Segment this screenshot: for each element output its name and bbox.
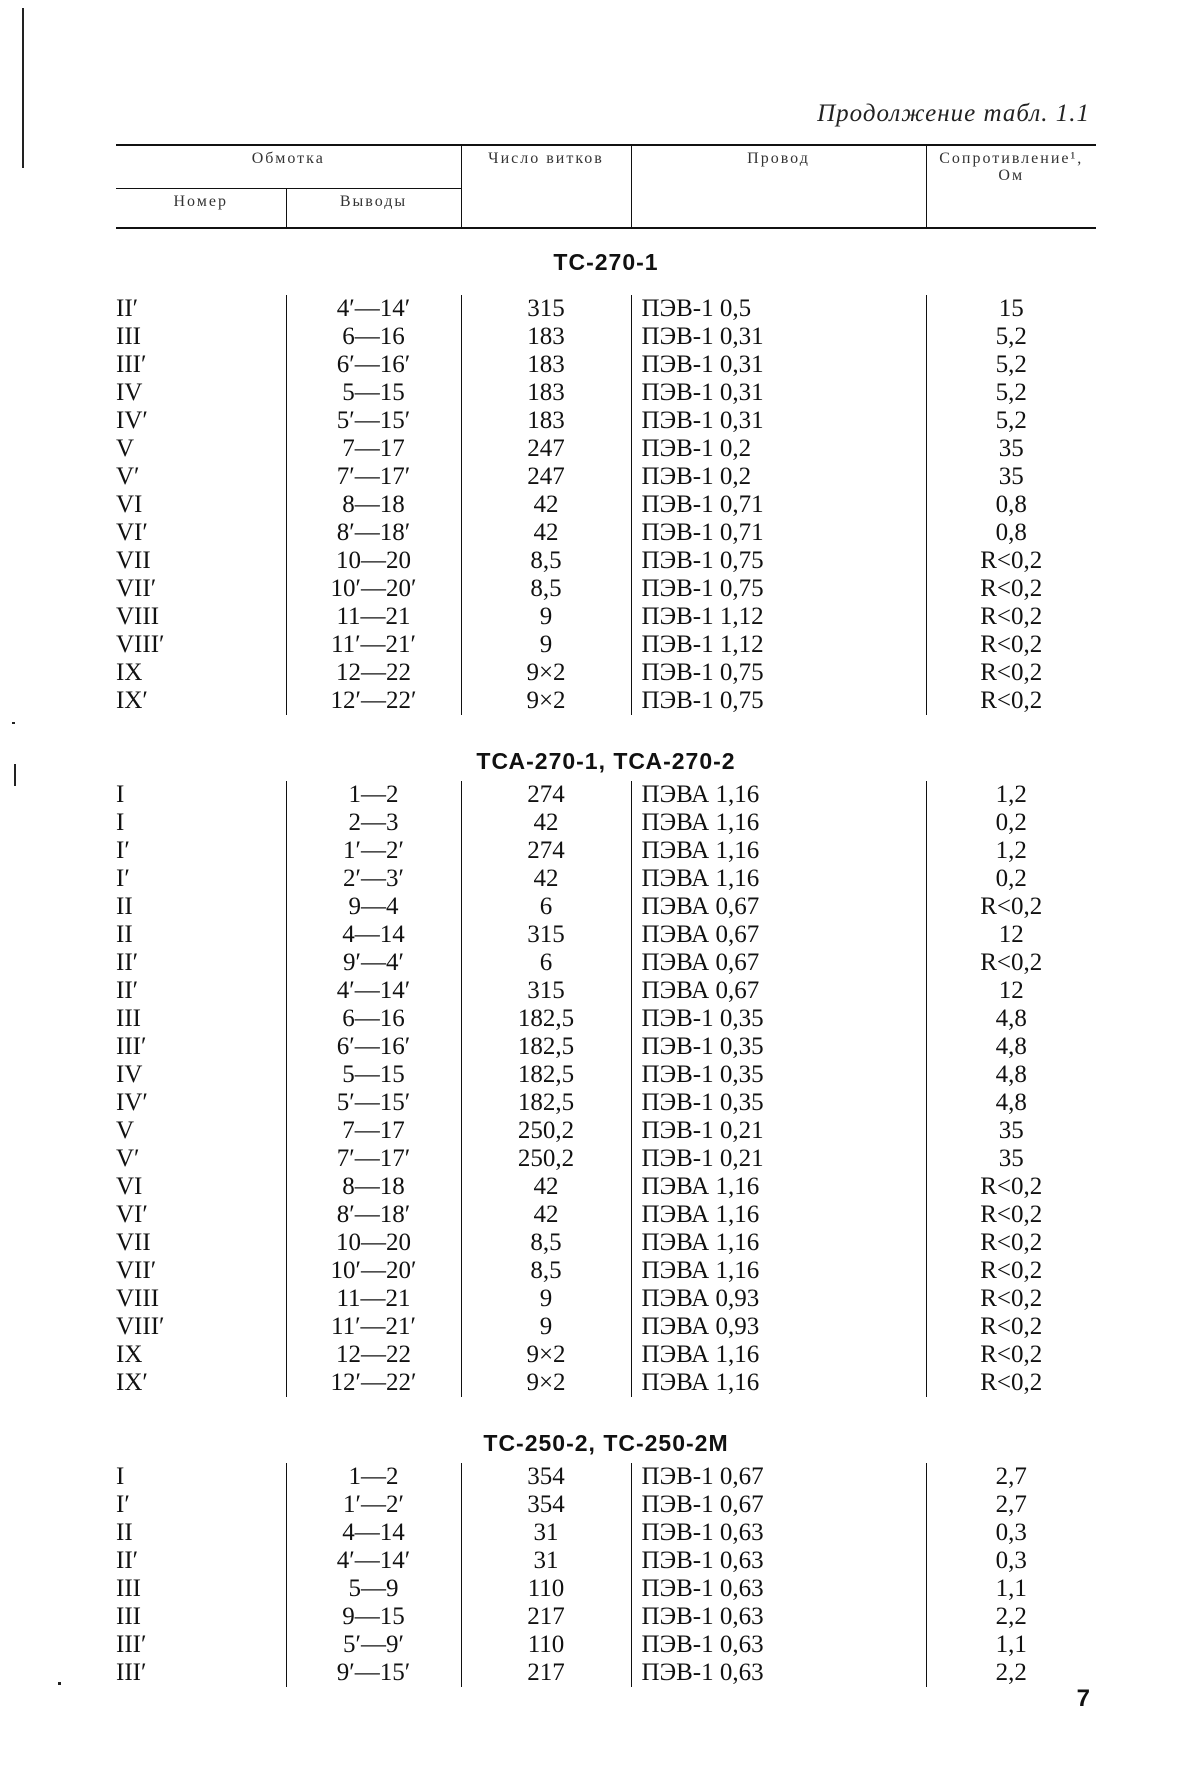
winding-terminals: 8′—18′ — [286, 1201, 461, 1229]
turns-count: 9×2 — [461, 1341, 631, 1369]
table-caption: Продолжение табл. 1.1 — [817, 100, 1090, 127]
turns-count: 274 — [461, 837, 631, 865]
winding-number: VII′ — [116, 1257, 157, 1284]
wire-type: ПЭВ-1 1,12 — [631, 603, 926, 631]
turns-count: 315 — [461, 921, 631, 949]
winding-number: IX′ — [116, 687, 148, 714]
wire-type: ПЭВ-1 0,35 — [631, 1005, 926, 1033]
table-row — [116, 1519, 1096, 1547]
resistance-value: 0,3 — [926, 1519, 1096, 1547]
winding-number: I — [116, 1463, 125, 1490]
table-row — [116, 1603, 1096, 1631]
turns-count: 9 — [461, 603, 631, 631]
winding-number: I′ — [116, 1491, 130, 1518]
table-row — [116, 977, 1096, 1005]
resistance-value: 5,2 — [926, 351, 1096, 379]
wire-type: ПЭВА 1,16 — [631, 1173, 926, 1201]
turns-count: 110 — [461, 1631, 631, 1659]
turns-count: 42 — [461, 519, 631, 547]
turns-count: 8,5 — [461, 575, 631, 603]
table-row — [116, 295, 1096, 323]
table-row — [116, 463, 1096, 491]
turns-count: 8,5 — [461, 1257, 631, 1285]
winding-terminals: 6—16 — [286, 323, 461, 351]
winding-terminals: 6′—16′ — [286, 1033, 461, 1061]
turns-count: 183 — [461, 379, 631, 407]
winding-terminals: 10′—20′ — [286, 1257, 461, 1285]
resistance-value: R<0,2 — [926, 1341, 1096, 1369]
table-row — [116, 1229, 1096, 1257]
wire-type: ПЭВА 1,16 — [631, 1257, 926, 1285]
turns-count: 8,5 — [461, 547, 631, 575]
winding-number: II — [116, 1519, 133, 1546]
resistance-value: R<0,2 — [926, 687, 1096, 715]
table-row — [116, 323, 1096, 351]
turns-count: 42 — [461, 1201, 631, 1229]
table-row — [116, 1145, 1096, 1173]
section-title: ТС-250-2, ТС-250-2М — [483, 1430, 729, 1456]
resistance-value: 5,2 — [926, 323, 1096, 351]
table-row — [116, 1313, 1096, 1341]
winding-number: II — [116, 921, 133, 948]
wire-type: ПЭВ-1 0,2 — [631, 463, 926, 491]
winding-number: II′ — [116, 977, 139, 1004]
resistance-value: 0,2 — [926, 865, 1096, 893]
wire-type: ПЭВ-1 0,63 — [631, 1659, 926, 1687]
resistance-value: 35 — [926, 1117, 1096, 1145]
table-row — [116, 1117, 1096, 1145]
spacer — [116, 715, 1096, 741]
wire-type: ПЭВА 1,16 — [631, 865, 926, 893]
winding-terminals: 9′—4′ — [286, 949, 461, 977]
winding-number: VI — [116, 491, 143, 518]
wire-type: ПЭВ-1 0,71 — [631, 491, 926, 519]
winding-terminals: 9—15 — [286, 1603, 461, 1631]
table-row — [116, 1257, 1096, 1285]
resistance-value: R<0,2 — [926, 1285, 1096, 1313]
section-header — [116, 741, 1096, 781]
winding-number: IV′ — [116, 407, 148, 434]
winding-number: IV — [116, 1061, 143, 1088]
turns-count: 6 — [461, 893, 631, 921]
wire-type: ПЭВ-1 0,63 — [631, 1631, 926, 1659]
resistance-value: R<0,2 — [926, 1257, 1096, 1285]
winding-number: VI — [116, 1173, 143, 1200]
turns-count: 182,5 — [461, 1005, 631, 1033]
table-header — [116, 145, 1096, 228]
table-row — [116, 435, 1096, 463]
winding-number: II — [116, 893, 133, 920]
turns-count: 247 — [461, 463, 631, 491]
table-row — [116, 1575, 1096, 1603]
turns-count: 6 — [461, 949, 631, 977]
table-row — [116, 379, 1096, 407]
winding-terminals: 5′—15′ — [286, 1089, 461, 1117]
wire-type: ПЭВ-1 0,63 — [631, 1519, 926, 1547]
resistance-value: 0,3 — [926, 1547, 1096, 1575]
header-turns: Число витков — [461, 145, 631, 228]
wire-type: ПЭВА 1,16 — [631, 1201, 926, 1229]
table-row — [116, 491, 1096, 519]
turns-count: 354 — [461, 1463, 631, 1491]
winding-number: I′ — [116, 865, 130, 892]
wire-type: ПЭВ-1 0,63 — [631, 1603, 926, 1631]
header-wire: Провод — [631, 145, 926, 228]
turns-count: 217 — [461, 1603, 631, 1631]
table-row — [116, 837, 1096, 865]
table-row — [116, 631, 1096, 659]
winding-terminals: 12—22 — [286, 659, 461, 687]
table-row — [116, 687, 1096, 715]
winding-terminals: 1—2 — [286, 781, 461, 809]
resistance-value: 2,7 — [926, 1491, 1096, 1519]
winding-terminals: 8—18 — [286, 1173, 461, 1201]
winding-number: II′ — [116, 1547, 139, 1574]
table-row — [116, 1369, 1096, 1397]
winding-number: III — [116, 1603, 141, 1630]
resistance-value: 1,1 — [926, 1631, 1096, 1659]
winding-number: VIII — [116, 603, 160, 630]
winding-terminals: 2—3 — [286, 809, 461, 837]
table-row — [116, 1201, 1096, 1229]
winding-terminals: 12′—22′ — [286, 1369, 461, 1397]
scan-mark — [12, 722, 15, 724]
table-row — [116, 1005, 1096, 1033]
turns-count: 183 — [461, 323, 631, 351]
resistance-value: R<0,2 — [926, 1173, 1096, 1201]
turns-count: 9 — [461, 631, 631, 659]
header-winding: Обмотка — [116, 145, 461, 189]
resistance-value: R<0,2 — [926, 1369, 1096, 1397]
winding-number: III′ — [116, 1631, 147, 1658]
resistance-value: 35 — [926, 435, 1096, 463]
resistance-value: R<0,2 — [926, 547, 1096, 575]
wire-type: ПЭВ-1 0,31 — [631, 379, 926, 407]
table-row — [116, 351, 1096, 379]
table-row — [116, 921, 1096, 949]
table-row — [116, 1659, 1096, 1687]
table-row — [116, 1631, 1096, 1659]
winding-terminals: 7′—17′ — [286, 463, 461, 491]
winding-number: III′ — [116, 1659, 147, 1686]
winding-terminals: 9′—15′ — [286, 1659, 461, 1687]
winding-terminals: 5′—9′ — [286, 1631, 461, 1659]
winding-terminals: 2′—3′ — [286, 865, 461, 893]
wire-type: ПЭВ-1 0,67 — [631, 1463, 926, 1491]
resistance-value: 5,2 — [926, 407, 1096, 435]
section-title: ТСА-270-1, ТСА-270-2 — [476, 748, 736, 774]
page-number: 7 — [1076, 1685, 1090, 1712]
turns-count: 217 — [461, 1659, 631, 1687]
resistance-value: 1,1 — [926, 1575, 1096, 1603]
resistance-value: 2,7 — [926, 1463, 1096, 1491]
table-row — [116, 1061, 1096, 1089]
winding-number: IV′ — [116, 1089, 148, 1116]
winding-number: I — [116, 781, 125, 808]
winding-terminals: 11′—21′ — [286, 1313, 461, 1341]
winding-terminals: 11—21 — [286, 603, 461, 631]
turns-count: 315 — [461, 295, 631, 323]
table-row — [116, 1033, 1096, 1061]
turns-count: 110 — [461, 1575, 631, 1603]
resistance-value: 1,2 — [926, 781, 1096, 809]
winding-number: V′ — [116, 1145, 140, 1172]
table-row — [116, 603, 1096, 631]
table-row — [116, 893, 1096, 921]
winding-number: II′ — [116, 295, 139, 322]
turns-count: 274 — [461, 781, 631, 809]
turns-count: 182,5 — [461, 1089, 631, 1117]
table-row — [116, 809, 1096, 837]
resistance-value: 0,8 — [926, 519, 1096, 547]
winding-terminals: 5′—15′ — [286, 407, 461, 435]
winding-terminals: 10′—20′ — [286, 575, 461, 603]
resistance-value: 0,8 — [926, 491, 1096, 519]
resistance-value: 4,8 — [926, 1005, 1096, 1033]
turns-count: 9×2 — [461, 659, 631, 687]
header-number: Номер — [116, 189, 286, 229]
scan-mark — [22, 8, 24, 168]
resistance-value: 4,8 — [926, 1061, 1096, 1089]
section-header — [116, 228, 1096, 295]
resistance-value: 5,2 — [926, 379, 1096, 407]
spacer — [116, 1397, 1096, 1423]
winding-number: III — [116, 1575, 141, 1602]
wire-type: ПЭВА 1,16 — [631, 809, 926, 837]
winding-number: VIII′ — [116, 631, 165, 658]
turns-count: 31 — [461, 1519, 631, 1547]
winding-number: IX′ — [116, 1369, 148, 1396]
resistance-value: R<0,2 — [926, 1229, 1096, 1257]
resistance-value: 12 — [926, 921, 1096, 949]
section-gap — [116, 1397, 1096, 1423]
table-row — [116, 1173, 1096, 1201]
winding-number: VII — [116, 1229, 151, 1256]
turns-count: 183 — [461, 351, 631, 379]
wire-type: ПЭВ-1 0,2 — [631, 435, 926, 463]
table-row — [116, 781, 1096, 809]
turns-count: 42 — [461, 491, 631, 519]
turns-count: 31 — [461, 1547, 631, 1575]
wire-type: ПЭВА 1,16 — [631, 1341, 926, 1369]
wire-type: ПЭВ-1 0,31 — [631, 351, 926, 379]
winding-number: VIII′ — [116, 1313, 165, 1340]
table-row — [116, 1547, 1096, 1575]
winding-terminals: 12′—22′ — [286, 687, 461, 715]
resistance-value: R<0,2 — [926, 893, 1096, 921]
wire-type: ПЭВ-1 0,63 — [631, 1575, 926, 1603]
winding-number: VII′ — [116, 575, 157, 602]
wire-type: ПЭВ-1 0,5 — [631, 295, 926, 323]
resistance-value: 12 — [926, 977, 1096, 1005]
turns-count: 250,2 — [461, 1117, 631, 1145]
winding-terminals: 4′—14′ — [286, 977, 461, 1005]
resistance-value: 0,2 — [926, 809, 1096, 837]
wire-type: ПЭВА 0,67 — [631, 977, 926, 1005]
scan-mark — [58, 1682, 61, 1685]
winding-terminals: 7′—17′ — [286, 1145, 461, 1173]
header-terminals: Выводы — [286, 189, 461, 229]
turns-count: 183 — [461, 407, 631, 435]
winding-terminals: 9—4 — [286, 893, 461, 921]
turns-count: 9 — [461, 1313, 631, 1341]
winding-table — [116, 144, 1096, 1687]
winding-terminals: 12—22 — [286, 1341, 461, 1369]
winding-number: V — [116, 1117, 135, 1144]
wire-type: ПЭВ-1 0,75 — [631, 687, 926, 715]
wire-type: ПЭВА 0,67 — [631, 921, 926, 949]
wire-type: ПЭВА 1,16 — [631, 781, 926, 809]
resistance-value: R<0,2 — [926, 1313, 1096, 1341]
wire-type: ПЭВ-1 0,71 — [631, 519, 926, 547]
resistance-value: R<0,2 — [926, 949, 1096, 977]
wire-type: ПЭВ-1 0,21 — [631, 1145, 926, 1173]
winding-number: VIII — [116, 1285, 160, 1312]
winding-number: IX — [116, 1341, 143, 1368]
winding-terminals: 4′—14′ — [286, 1547, 461, 1575]
resistance-value: 2,2 — [926, 1603, 1096, 1631]
wire-type: ПЭВА 1,16 — [631, 1369, 926, 1397]
winding-terminals: 7—17 — [286, 1117, 461, 1145]
turns-count: 9×2 — [461, 687, 631, 715]
winding-terminals: 1′—2′ — [286, 837, 461, 865]
turns-count: 42 — [461, 809, 631, 837]
wire-type: ПЭВ-1 0,21 — [631, 1117, 926, 1145]
winding-number: III — [116, 323, 141, 350]
winding-terminals: 5—15 — [286, 1061, 461, 1089]
turns-count: 182,5 — [461, 1061, 631, 1089]
resistance-value: 4,8 — [926, 1089, 1096, 1117]
winding-number: I′ — [116, 837, 130, 864]
wire-type: ПЭВ-1 0,75 — [631, 575, 926, 603]
table-row — [116, 575, 1096, 603]
winding-number: VII — [116, 547, 151, 574]
turns-count: 42 — [461, 1173, 631, 1201]
winding-terminals: 5—9 — [286, 1575, 461, 1603]
resistance-value: R<0,2 — [926, 575, 1096, 603]
wire-type: ПЭВ-1 0,31 — [631, 407, 926, 435]
resistance-value: 35 — [926, 463, 1096, 491]
winding-number: IV — [116, 379, 143, 406]
turns-count: 247 — [461, 435, 631, 463]
table-row — [116, 1491, 1096, 1519]
turns-count: 42 — [461, 865, 631, 893]
scan-mark — [14, 764, 16, 786]
resistance-value: 35 — [926, 1145, 1096, 1173]
wire-type: ПЭВА 0,93 — [631, 1313, 926, 1341]
section-header — [116, 1423, 1096, 1463]
table-row — [116, 547, 1096, 575]
winding-terminals: 1′—2′ — [286, 1491, 461, 1519]
resistance-value: 2,2 — [926, 1659, 1096, 1687]
winding-number: VI′ — [116, 1201, 148, 1228]
winding-terminals: 11—21 — [286, 1285, 461, 1313]
table-body — [116, 228, 1096, 1687]
turns-count: 9×2 — [461, 1369, 631, 1397]
table-row — [116, 1463, 1096, 1491]
table-row — [116, 1089, 1096, 1117]
winding-terminals: 8—18 — [286, 491, 461, 519]
section-gap — [116, 715, 1096, 741]
winding-number: VI′ — [116, 519, 148, 546]
resistance-value: 15 — [926, 295, 1096, 323]
table-row — [116, 949, 1096, 977]
wire-type: ПЭВ-1 0,35 — [631, 1033, 926, 1061]
resistance-value: R<0,2 — [926, 631, 1096, 659]
wire-type: ПЭВ-1 0,67 — [631, 1491, 926, 1519]
winding-number: II′ — [116, 949, 139, 976]
winding-terminals: 10—20 — [286, 547, 461, 575]
wire-type: ПЭВ-1 0,35 — [631, 1061, 926, 1089]
winding-number: III — [116, 1005, 141, 1032]
table-row — [116, 659, 1096, 687]
table-row — [116, 865, 1096, 893]
resistance-value: 4,8 — [926, 1033, 1096, 1061]
resistance-value: R<0,2 — [926, 659, 1096, 687]
winding-terminals: 4—14 — [286, 1519, 461, 1547]
table-row — [116, 407, 1096, 435]
winding-number: V — [116, 435, 135, 462]
resistance-value: R<0,2 — [926, 603, 1096, 631]
turns-count: 315 — [461, 977, 631, 1005]
winding-terminals: 4′—14′ — [286, 295, 461, 323]
wire-type: ПЭВ-1 0,75 — [631, 659, 926, 687]
wire-type: ПЭВА 1,16 — [631, 837, 926, 865]
winding-terminals: 6′—16′ — [286, 351, 461, 379]
resistance-value: R<0,2 — [926, 1201, 1096, 1229]
turns-count: 9 — [461, 1285, 631, 1313]
header-resistance: Сопротивление¹, Ом — [926, 145, 1096, 228]
wire-type: ПЭВ-1 0,31 — [631, 323, 926, 351]
turns-count: 8,5 — [461, 1229, 631, 1257]
turns-count: 250,2 — [461, 1145, 631, 1173]
wire-type: ПЭВ-1 0,35 — [631, 1089, 926, 1117]
section-title: ТС-270-1 — [553, 249, 659, 275]
winding-number: V′ — [116, 463, 140, 490]
winding-terminals: 10—20 — [286, 1229, 461, 1257]
turns-count: 182,5 — [461, 1033, 631, 1061]
winding-terminals: 11′—21′ — [286, 631, 461, 659]
winding-terminals: 1—2 — [286, 1463, 461, 1491]
winding-terminals: 7—17 — [286, 435, 461, 463]
winding-number: I — [116, 809, 125, 836]
wire-type: ПЭВ-1 1,12 — [631, 631, 926, 659]
winding-terminals: 6—16 — [286, 1005, 461, 1033]
wire-type: ПЭВА 0,67 — [631, 893, 926, 921]
winding-number: IX — [116, 659, 143, 686]
winding-number: III′ — [116, 351, 147, 378]
table-row — [116, 1285, 1096, 1313]
wire-type: ПЭВ-1 0,63 — [631, 1547, 926, 1575]
wire-type: ПЭВА 1,16 — [631, 1229, 926, 1257]
winding-terminals: 8′—18′ — [286, 519, 461, 547]
turns-count: 354 — [461, 1491, 631, 1519]
wire-type: ПЭВ-1 0,75 — [631, 547, 926, 575]
table-row — [116, 519, 1096, 547]
winding-terminals: 4—14 — [286, 921, 461, 949]
winding-terminals: 5—15 — [286, 379, 461, 407]
table-row — [116, 1341, 1096, 1369]
winding-number: III′ — [116, 1033, 147, 1060]
resistance-value: 1,2 — [926, 837, 1096, 865]
wire-type: ПЭВА 0,93 — [631, 1285, 926, 1313]
wire-type: ПЭВА 0,67 — [631, 949, 926, 977]
